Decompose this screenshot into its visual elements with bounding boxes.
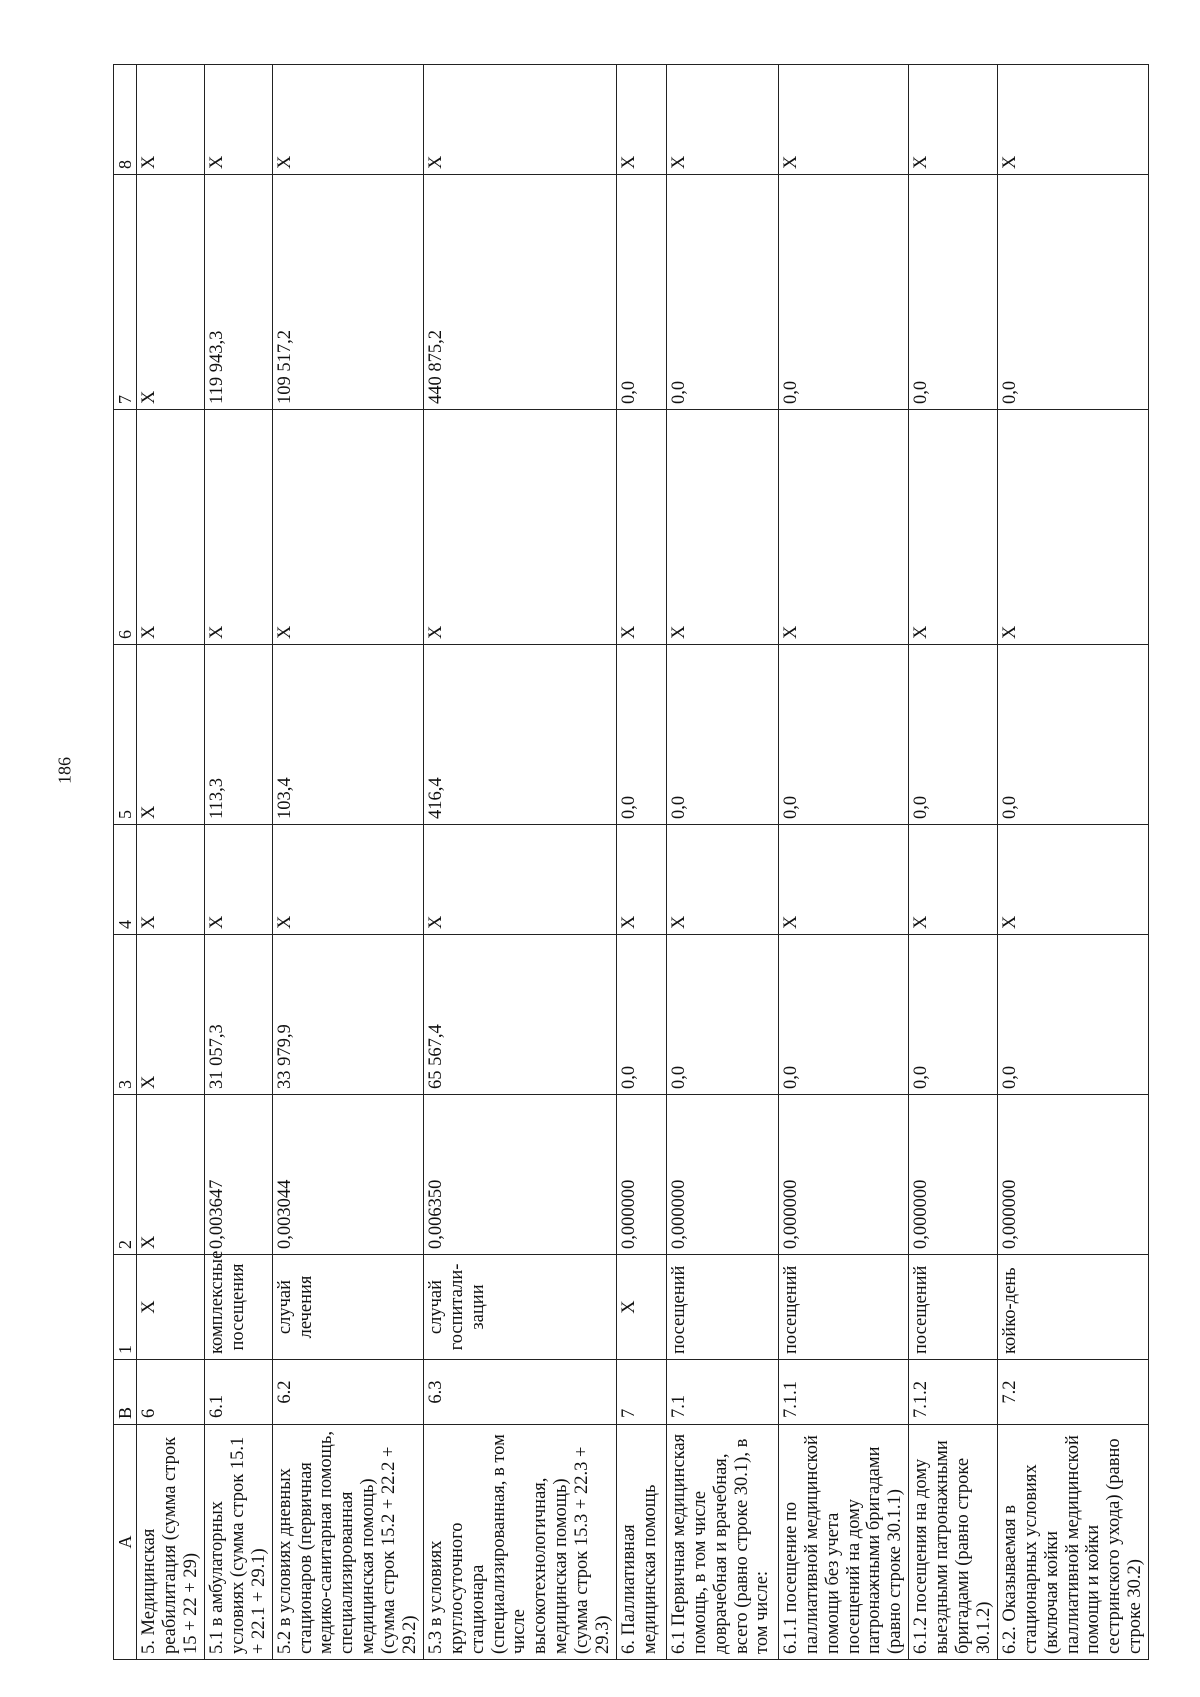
row-name: 6.1.2 посещения на дому выездными патронажными бригадами (равно строке 30.1.2) <box>909 1425 998 1660</box>
row-value: Х <box>778 65 908 175</box>
row-value: Х <box>909 410 998 645</box>
row-value: 0,000000 <box>909 1095 998 1255</box>
row-value: 0,0 <box>778 935 908 1095</box>
row-code: 6.3 <box>423 1360 616 1425</box>
row-unit: комплексные посещения <box>205 1255 273 1360</box>
row-value: 0,0 <box>997 645 1148 825</box>
row-name: 5. Медицинская реабилитация (сумма строк 15 + 22 + 29) <box>137 1425 205 1660</box>
row-value: 0,0 <box>778 175 908 410</box>
row-value: Х <box>666 65 778 175</box>
column-header: В <box>114 1360 137 1425</box>
row-name: 5.2 в условиях дневных стационаров (первичная медико-санитарная помощь, специализированная медицинская помощь) (сумма строк 15.2 + 22.2 + 29.2) <box>272 1425 423 1660</box>
row-code: 7.1 <box>666 1360 778 1425</box>
row-value: 0,0 <box>616 935 666 1095</box>
row-value: 0,0 <box>616 645 666 825</box>
row-value: 0,0 <box>997 175 1148 410</box>
row-value: 0,000000 <box>666 1095 778 1255</box>
row-name: 5.3 в условиях круглосуточного стационара (специализированная, в том числе высокотехнологичная, медицинская помощь) (сумма строк 15.3 + 22.3 + 29.3) <box>423 1425 616 1660</box>
row-code: 6.1 <box>205 1360 273 1425</box>
row-value: 0,0 <box>666 175 778 410</box>
row-value: Х <box>616 410 666 645</box>
row-value: 0,0 <box>909 175 998 410</box>
page-number: 186 <box>54 757 75 784</box>
row-value: 416,4 <box>423 645 616 825</box>
row-value: Х <box>997 825 1148 935</box>
row-value: Х <box>272 410 423 645</box>
row-value: 119 943,3 <box>205 175 273 410</box>
row-value: Х <box>137 1095 205 1255</box>
column-header: 5 <box>114 645 137 825</box>
table-row <box>423 65 616 1660</box>
row-value: Х <box>137 65 205 175</box>
table-row <box>272 65 423 1660</box>
row-value: Х <box>423 825 616 935</box>
data-table <box>113 64 1149 1660</box>
row-value: 65 567,4 <box>423 935 616 1095</box>
row-value: Х <box>137 935 205 1095</box>
row-value: Х <box>137 645 205 825</box>
table-row <box>205 65 273 1660</box>
column-header: 2 <box>114 1095 137 1255</box>
row-value: Х <box>778 410 908 645</box>
row-value: 0,0 <box>616 175 666 410</box>
row-code: 6.2 <box>272 1360 423 1425</box>
row-unit: случай лечения <box>272 1255 423 1360</box>
table-row <box>616 65 666 1660</box>
row-name: 6.1.1 посещение по паллиативной медицинской помощи без учета посещений на дому патронажными бригадами (равно строке 30.1.1) <box>778 1425 908 1660</box>
row-value: Х <box>137 410 205 645</box>
row-unit: посещений <box>666 1255 778 1360</box>
row-unit: случай госпитали-зации <box>423 1255 616 1360</box>
row-value: Х <box>997 410 1148 645</box>
row-value: 0,000000 <box>616 1095 666 1255</box>
table-row <box>909 65 998 1660</box>
row-value: Х <box>272 825 423 935</box>
row-value: 0,0 <box>778 645 908 825</box>
row-unit: Х <box>137 1255 205 1360</box>
row-value: Х <box>666 410 778 645</box>
row-value: 0,0 <box>909 935 998 1095</box>
row-unit: Х <box>616 1255 666 1360</box>
row-value: 0,0 <box>666 645 778 825</box>
header-row <box>114 65 137 1660</box>
row-value: Х <box>423 410 616 645</box>
column-header: 7 <box>114 175 137 410</box>
table-row <box>137 65 205 1660</box>
row-value: Х <box>205 65 273 175</box>
row-name: 6.1 Первичная медицинская помощь, в том числе доврачебная и врачебная, всего (равно строке 30.1), в том числе: <box>666 1425 778 1660</box>
row-value: 0,0 <box>997 935 1148 1095</box>
row-name: 6.2. Оказываемая в стационарных условиях (включая койки паллиативной медицинской помощи и койки сестринского ухода) (равно строке 30.2) <box>997 1425 1148 1660</box>
row-value: Х <box>997 65 1148 175</box>
row-value: 0,006350 <box>423 1095 616 1255</box>
row-unit: койко-день <box>997 1255 1148 1360</box>
row-value: 103,4 <box>272 645 423 825</box>
column-header: 8 <box>114 65 137 175</box>
row-value: Х <box>137 175 205 410</box>
row-value: Х <box>205 410 273 645</box>
row-name: 6. Паллиативная медицинская помощь <box>616 1425 666 1660</box>
column-header: 3 <box>114 935 137 1095</box>
row-code: 7 <box>616 1360 666 1425</box>
rotated-table-container <box>113 65 1146 1660</box>
row-code: 7.1.1 <box>778 1360 908 1425</box>
row-value: 33 979,9 <box>272 935 423 1095</box>
row-value: 0,0 <box>666 935 778 1095</box>
row-value: 31 057,3 <box>205 935 273 1095</box>
row-value: Х <box>909 825 998 935</box>
row-value: 113,3 <box>205 645 273 825</box>
row-value: Х <box>205 825 273 935</box>
row-unit: посещений <box>909 1255 998 1360</box>
row-code: 7.2 <box>997 1360 1148 1425</box>
row-value: Х <box>272 65 423 175</box>
column-header: 6 <box>114 410 137 645</box>
row-value: 0,000000 <box>778 1095 908 1255</box>
row-value: Х <box>909 65 998 175</box>
row-value: Х <box>616 825 666 935</box>
row-value: 440 875,2 <box>423 175 616 410</box>
row-value: 0,003044 <box>272 1095 423 1255</box>
row-value: 109 517,2 <box>272 175 423 410</box>
column-header: 1 <box>114 1255 137 1360</box>
table-row <box>778 65 908 1660</box>
row-value: Х <box>616 65 666 175</box>
row-value: 0,0 <box>909 645 998 825</box>
row-code: 6 <box>137 1360 205 1425</box>
row-value: Х <box>137 825 205 935</box>
table-row <box>997 65 1148 1660</box>
row-value: 0,003647 <box>205 1095 273 1255</box>
column-header: А <box>114 1425 137 1660</box>
row-code: 7.1.2 <box>909 1360 998 1425</box>
row-value: Х <box>778 825 908 935</box>
row-name: 5.1 в амбулаторных условиях (сумма строк 15.1 + 22.1 + 29.1) <box>205 1425 273 1660</box>
row-value: Х <box>666 825 778 935</box>
row-value: 0,000000 <box>997 1095 1148 1255</box>
table-row <box>666 65 778 1660</box>
column-header: 4 <box>114 825 137 935</box>
row-value: Х <box>423 65 616 175</box>
row-unit: посещений <box>778 1255 908 1360</box>
